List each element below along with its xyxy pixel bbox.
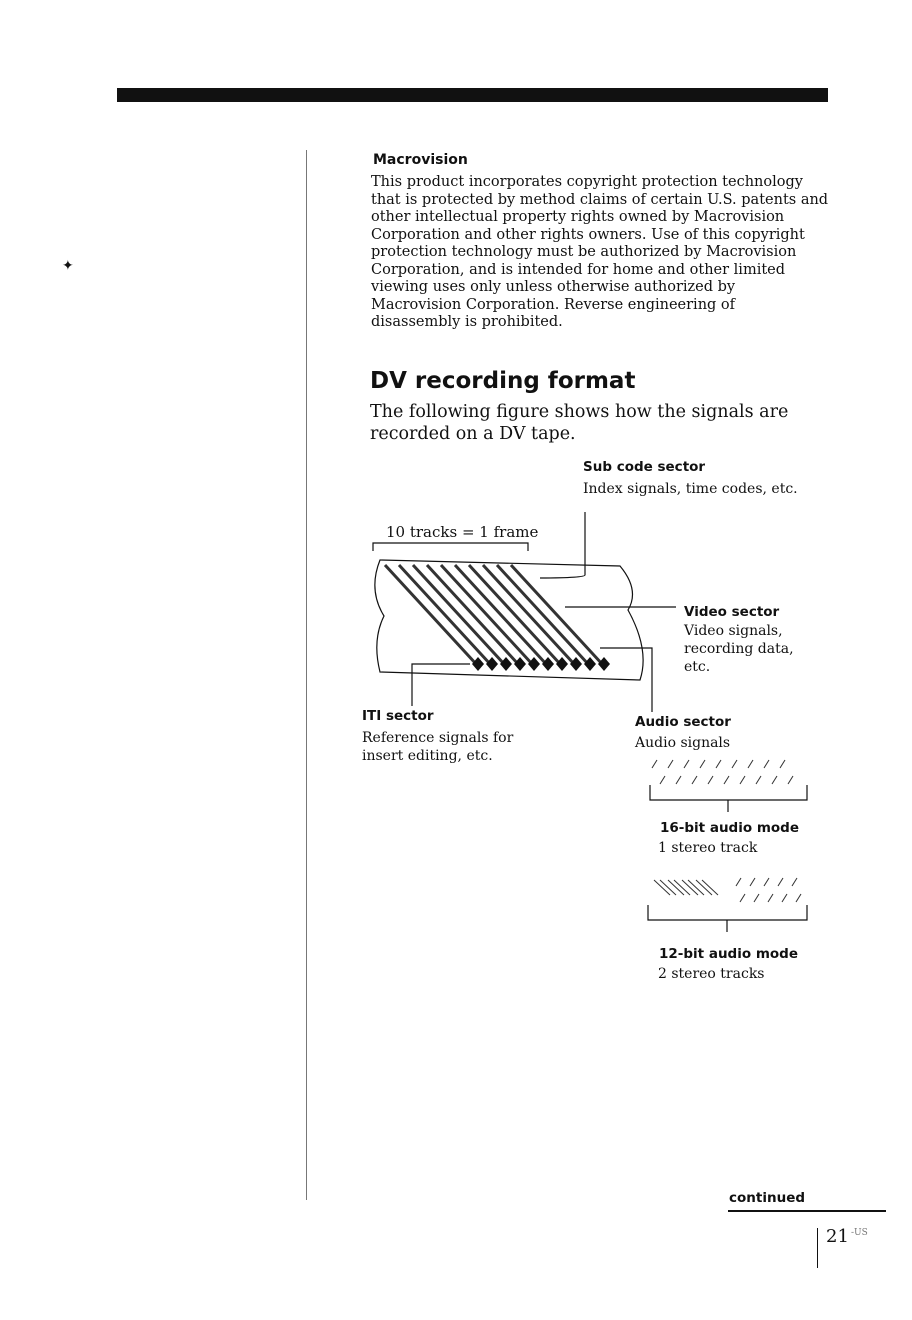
dv-heading: DV recording format — [370, 368, 636, 394]
audio-desc: Audio signals — [635, 735, 731, 751]
audio-tick — [780, 760, 785, 768]
text-line: that is protected by method claims of certain U.S. patents and — [371, 191, 829, 208]
track-stripe — [441, 565, 533, 665]
track-stripe — [385, 565, 477, 665]
audio-tick — [740, 776, 745, 784]
iti-diamond — [486, 657, 498, 671]
iti-diamond — [500, 657, 512, 671]
mode12-desc: 2 stereo tracks — [658, 966, 765, 982]
audio-tick — [652, 760, 657, 768]
text-line: This product incorporates copyright protection technology — [371, 174, 803, 190]
video-desc — [684, 622, 794, 676]
audio12-ticks — [654, 878, 801, 902]
macrovision-heading: Macrovision — [373, 152, 468, 168]
audio-tick — [792, 878, 797, 886]
continued-label: continued — [729, 1190, 806, 1206]
text-line: recorded on a DV tape. — [370, 424, 576, 444]
page-suffix: -US — [851, 1228, 868, 1238]
iti-desc — [362, 729, 513, 765]
audio-tick — [778, 878, 783, 886]
audio-tick — [724, 776, 729, 784]
track-stripes — [385, 565, 603, 665]
subcode-desc: Index signals, time codes, etc. — [583, 481, 798, 497]
tracks-label: 10 tracks = 1 frame — [386, 523, 539, 541]
iti-diamond — [584, 657, 596, 671]
iti-diamond — [528, 657, 540, 671]
track-stripe — [455, 565, 547, 665]
continued-rule — [728, 1210, 886, 1212]
video-title: Video sector — [684, 604, 780, 620]
text-line: Corporation, and is intended for home and other limited — [371, 261, 786, 278]
audio-tick — [660, 776, 665, 784]
iti-diamond — [556, 657, 568, 671]
audio-tick — [756, 776, 761, 784]
audio-tick — [708, 776, 713, 784]
track-stripe — [483, 565, 575, 665]
mode16-desc: 1 stereo track — [658, 840, 758, 856]
iti-diamond — [472, 657, 484, 671]
page-bar — [817, 1228, 818, 1268]
text-line: Macrovision Corporation. Reverse engineering of — [371, 296, 736, 313]
text-line: The following figure shows how the signals are — [370, 402, 789, 422]
iti-title: ITI sector — [362, 708, 434, 724]
track-stripe — [413, 565, 505, 665]
audio-tick — [684, 760, 689, 768]
audio-tick — [754, 894, 759, 902]
audio-tick — [716, 760, 721, 768]
audio-tick — [788, 776, 793, 784]
mode16-title: 16-bit audio mode — [660, 820, 799, 836]
audio16-ticks — [652, 760, 793, 784]
track-stripe — [469, 565, 561, 665]
audio-tick — [676, 776, 681, 784]
audio-tick — [764, 878, 769, 886]
iti-diamond — [598, 657, 610, 671]
text-line: Video signals, — [684, 623, 783, 639]
track-stripe — [427, 565, 519, 665]
audio-tick — [750, 878, 755, 886]
track-stripe — [497, 565, 589, 665]
audio-tick — [772, 776, 777, 784]
mode12-title: 12-bit audio mode — [659, 946, 798, 962]
audio-tick — [796, 894, 801, 902]
audio-tick — [692, 776, 697, 784]
audio-title: Audio sector — [635, 714, 731, 730]
text-line: insert editing, etc. — [362, 748, 493, 764]
iti-diamond — [570, 657, 582, 671]
audio-tick — [700, 760, 705, 768]
iti-diamond — [514, 657, 526, 671]
audio-tick — [748, 760, 753, 768]
margin-mark: ✦ — [62, 258, 74, 274]
text-line: Corporation and other rights owners. Use of this copyright — [371, 226, 805, 243]
audio-tick — [782, 894, 787, 902]
track-stripe — [511, 565, 603, 665]
audio-tick — [764, 760, 769, 768]
audio-tick — [740, 894, 745, 902]
audio-tick — [668, 760, 673, 768]
audio-tick — [768, 894, 773, 902]
text-line: protection technology must be authorized by Macrovision — [371, 244, 797, 260]
text-line: recording data, — [684, 641, 794, 657]
page-number: 21 — [826, 1226, 849, 1247]
text-line: disassembly is prohibited. — [371, 314, 563, 330]
audio-tick — [732, 760, 737, 768]
iti-diamond — [542, 657, 554, 671]
track-stripe — [399, 565, 491, 665]
text-line: Reference signals for — [362, 730, 514, 746]
audio-tick — [736, 878, 741, 886]
text-line: viewing uses only unless otherwise authorized by — [371, 279, 736, 295]
subcode-title: Sub code sector — [583, 459, 706, 475]
text-line: etc. — [684, 659, 711, 675]
text-line: other intellectual property rights owned by Macrovision — [371, 209, 785, 225]
